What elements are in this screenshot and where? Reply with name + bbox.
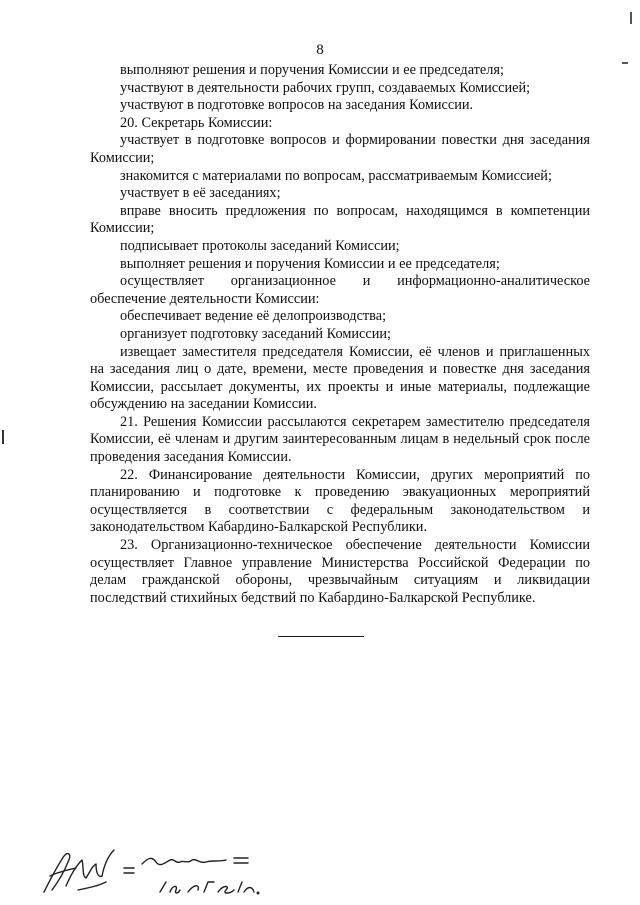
- paragraph: знакомится с материалами по вопросам, рассматриваемым Комиссией;: [120, 167, 552, 184]
- paragraph: участвуют в деятельности рабочих групп, создаваемых Комиссией;: [120, 79, 531, 96]
- paragraph: подписывает протоколы заседаний Комиссии;: [120, 237, 400, 254]
- page-number: 8: [316, 42, 324, 58]
- paragraph: участвуют в подготовке вопросов на заседания Комиссии.: [120, 97, 474, 114]
- section-20-heading: 20. Секретарь Комиссии:: [120, 114, 273, 131]
- scan-mark: [630, 12, 632, 24]
- paragraph: участвует в её заседаниях;: [120, 185, 281, 202]
- paragraph: осуществляет организационное и информационно-аналитическое обеспечение деятельности Комиссии:: [90, 273, 590, 307]
- document-body: [90, 62, 590, 607]
- end-divider: [278, 636, 364, 637]
- section-23-paragraph: 23. Организационно-техническое обеспечение деятельности Комиссии осуществляет Главное управление Министерства Российской Федерации по делам гражданской обороны, чрезвычайным ситуациям и ликвидации последствий стихийных бедствий по Кабардино-Балкарской Республике.: [90, 537, 590, 606]
- paragraph: организует подготовку заседаний Комиссии;: [120, 325, 392, 342]
- section-21-paragraph: 21. Решения Комиссии рассылаются секретарем заместителю председателя Комиссии, её членам и другим заинтересованным лицам в недельный срок после проведения заседания Комиссии.: [90, 413, 590, 466]
- scan-mark: [622, 62, 628, 64]
- section-22-paragraph: 22. Финансирование деятельности Комиссии, других мероприятий по планированию и подготовке к проведению эвакуационных мероприятий осуществляется в соответствии с федеральным законодательством и законодательством Кабардино-Балкарской Республики.: [90, 466, 590, 536]
- paragraph: извещает заместителя председателя Комиссии, её членов и приглашенных на заседания лиц о дате, времени, месте проведения и повестке дня заседания Комиссии, рассылает документы, их проекты и иные материалы, подлежащие обсуждению на заседании Комиссии.: [90, 343, 590, 413]
- handwritten-signature: [38, 842, 268, 902]
- paragraph: обеспечивает ведение её делопроизводства;: [120, 308, 387, 325]
- scan-mark: [2, 430, 4, 444]
- paragraph: вправе вносить предложения по вопросам, находящимся в компетенции Комиссии;: [90, 202, 590, 237]
- paragraph: выполняют решения и поручения Комиссии и ее председателя;: [120, 62, 504, 78]
- paragraph: участвует в подготовке вопросов и формировании повестки дня заседания Комиссии;: [90, 132, 590, 166]
- paragraph: выполняет решения и поручения Комиссии и ее председателя;: [120, 255, 500, 272]
